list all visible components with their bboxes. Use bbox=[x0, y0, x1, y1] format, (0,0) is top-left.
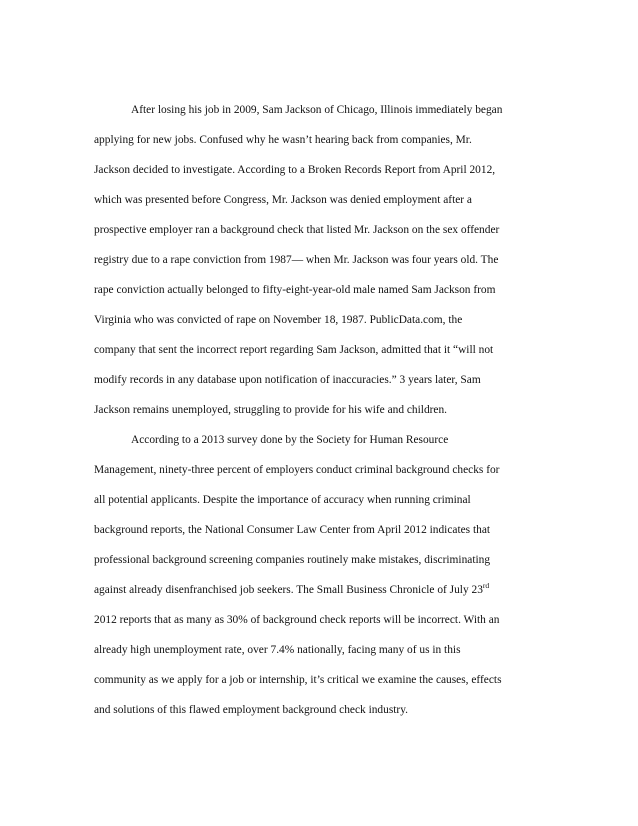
paragraph-2-line-1: According to a 2013 survey done by the Society for Human Resource bbox=[131, 434, 449, 446]
paragraph-1-line-9: company that sent the incorrect report regarding Sam Jackson, admitted that it “will not bbox=[94, 344, 494, 356]
paragraph-1-line-11: Jackson remains unemployed, struggling to provide for his wife and children. bbox=[94, 404, 448, 416]
paragraph-2-line-4: background reports, the National Consumer Law Center from April 2012 indicates that bbox=[94, 524, 491, 536]
paragraph-1-line-7: rape conviction actually belonged to fifty-eight-year-old male named Sam Jackson from bbox=[94, 284, 496, 296]
paragraph-1-line-6: registry due to a rape conviction from 1987— when Mr. Jackson was four years old. The bbox=[94, 254, 499, 266]
paragraph-2-line-5: professional background screening companies routinely make mistakes, discriminating bbox=[94, 554, 491, 566]
paragraph-1-line-5: prospective employer ran a background check that listed Mr. Jackson on the sex offender bbox=[94, 224, 500, 236]
paragraph-2-line-3: all potential applicants. Despite the importance of accuracy when running criminal bbox=[94, 494, 471, 506]
paragraph-2-line-8: already high unemployment rate, over 7.4% nationally, facing many of us in this bbox=[94, 644, 461, 656]
body-text bbox=[94, 95, 552, 725]
paragraph-1-line-4: which was presented before Congress, Mr. Jackson was denied employment after a bbox=[94, 194, 472, 206]
paragraph-2-line-9: community as we apply for a job or internship, it’s critical we examine the causes, effects bbox=[94, 674, 502, 686]
paragraph-2-line-2: Management, ninety-three percent of employers conduct criminal background checks for bbox=[94, 464, 500, 476]
paragraph-2-line-6-text: against already disenfranchised job seekers. The Small Business Chronicle of July 23 bbox=[94, 584, 483, 596]
paragraph-1-line-3: Jackson decided to investigate. According to a Broken Records Report from April 2012, bbox=[94, 164, 496, 176]
paragraph-1-line-1: After losing his job in 2009, Sam Jackson of Chicago, Illinois immediately began bbox=[131, 104, 503, 116]
paragraph-2-line-6 bbox=[94, 575, 552, 605]
paragraph-2-line-7: 2012 reports that as many as 30% of background check reports will be incorrect. With an bbox=[94, 614, 500, 626]
paragraph-2-line-10: and solutions of this flawed employment background check industry. bbox=[94, 704, 409, 716]
ordinal-superscript: rd bbox=[482, 581, 490, 590]
paragraph-1-line-8: Virginia who was convicted of rape on November 18, 1987. PublicData.com, the bbox=[94, 314, 463, 326]
paragraph-1-line-10: modify records in any database upon notification of inaccuracies.” 3 years later, Sam bbox=[94, 374, 481, 386]
paragraph-1-line-2: applying for new jobs. Confused why he wasn’t hearing back from companies, Mr. bbox=[94, 134, 472, 146]
